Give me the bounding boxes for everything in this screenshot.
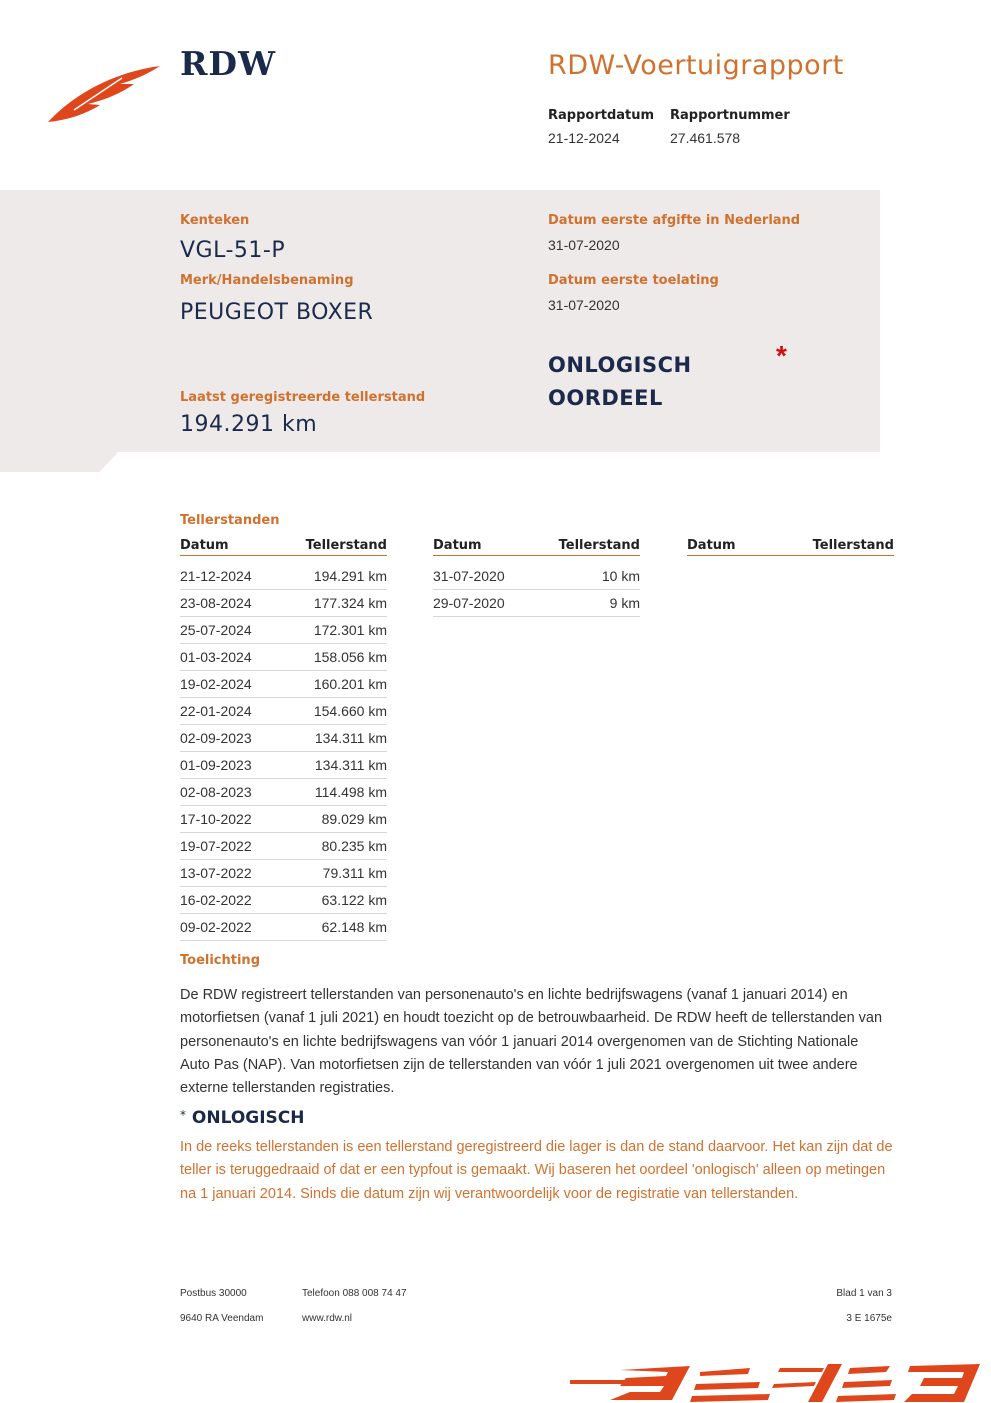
table-row	[180, 833, 387, 860]
reading-date: 02-09-2023	[180, 730, 252, 746]
note-text: In de reeks tellerstanden is een tellerstand geregistreerd die lager is dan de stand daarvoor. Het kan zijn dat de teller is teruggedraaid of dat er een typfout is gemaakt. Wij baseren het oordeel 'onlogisch' alleen op metingen na 1 januari 2014. Sinds die datum zijn wij verantwoordelijk voor de registratie van tellerstanden.	[180, 1139, 893, 1202]
reading-km: 79.311 km	[322, 865, 387, 881]
explanation-title: Toelichting	[180, 953, 260, 968]
table-row	[180, 671, 387, 698]
explanation-text: De RDW registreert tellerstanden van personenauto's en lichte bedrijfswagens (vanaf 1 januari 2014) en motorfietsen (vanaf 1 juli 2021) en houdt toezicht op de betrouwbaarheid. De RDW heeft de tellerstanden van personenauto's en lichte bedrijfswagens van vóór 1 januari 2014 overgenomen van de Stichting Nationale Auto Pas (NAP). Van motorfietsen zijn de tellerstanden van vóór 1 juli 2021 overgenomen uit twee andere externe tellerstanden registraties.	[180, 987, 883, 1097]
readings-table-3	[687, 538, 894, 556]
last-reading-label: Laatst geregistreerde tellerstand	[180, 390, 426, 405]
col-reading-header: Tellerstand	[812, 538, 894, 553]
reading-date: 17-10-2022	[180, 811, 252, 827]
reading-km: 194.291 km	[313, 568, 387, 584]
first-admission-value: 31-07-2020	[548, 297, 620, 313]
reading-date: 09-02-2022	[180, 919, 252, 935]
table-row	[433, 563, 640, 590]
rdw-feather-logo-icon	[44, 44, 164, 128]
reading-km: 114.498 km	[314, 784, 387, 800]
reading-km: 89.029 km	[321, 811, 387, 827]
plate-label: Kenteken	[180, 213, 250, 228]
reading-date: 23-08-2024	[180, 595, 252, 611]
rdw-logo	[44, 44, 277, 128]
table-row	[180, 644, 387, 671]
last-reading-value: 194.291 km	[180, 412, 318, 437]
report-date: 21-12-2024	[548, 130, 620, 146]
readings-table-2	[433, 538, 640, 617]
first-nl-value: 31-07-2020	[548, 237, 620, 253]
reading-km: 9 km	[609, 595, 640, 611]
reading-date: 19-07-2022	[180, 838, 252, 854]
readings-title: Tellerstanden	[180, 513, 280, 528]
decorative-stripes-icon	[560, 1362, 991, 1403]
vehicle-panel	[0, 190, 880, 452]
reading-km: 177.324 km	[313, 595, 387, 611]
reading-date: 22-01-2024	[180, 703, 252, 719]
report-date-label: Rapportdatum	[548, 108, 655, 123]
verdict-line-2: OORDEEL	[548, 386, 663, 410]
note-marker: *	[180, 1108, 186, 1122]
reading-km: 160.201 km	[313, 676, 387, 692]
table-row	[180, 779, 387, 806]
footer-website[interactable]: www.rdw.nl	[302, 1313, 353, 1324]
reading-date: 21-12-2024	[180, 568, 252, 584]
plate-value: VGL-51-P	[180, 238, 286, 263]
table-row	[180, 590, 387, 617]
footer-postcode: 9640 RA Veendam	[180, 1313, 264, 1324]
table-header	[180, 538, 387, 556]
table-row	[180, 914, 387, 941]
reading-date: 01-03-2024	[180, 649, 252, 665]
reading-date: 16-02-2022	[180, 892, 252, 908]
first-admission-label: Datum eerste toelating	[548, 273, 719, 288]
reading-date: 19-02-2024	[180, 676, 252, 692]
col-reading-header: Tellerstand	[305, 538, 387, 553]
reading-km: 158.056 km	[313, 649, 387, 665]
rdw-wordmark: RDW	[180, 44, 277, 83]
col-date-header: Datum	[433, 538, 482, 553]
col-date-header: Datum	[180, 538, 229, 553]
table-row	[180, 806, 387, 833]
reading-km: 62.148 km	[321, 919, 387, 935]
table-row	[180, 617, 387, 644]
reading-km: 134.311 km	[314, 730, 387, 746]
footer-code: 3 E 1675e	[846, 1313, 892, 1324]
reading-date: 29-07-2020	[433, 595, 505, 611]
footer-postbus: Postbus 30000	[180, 1288, 247, 1299]
table-header	[687, 538, 894, 556]
reading-km: 172.301 km	[313, 622, 387, 638]
col-date-header: Datum	[687, 538, 736, 553]
verdict-line-1: ONLOGISCH	[548, 353, 692, 377]
col-reading-header: Tellerstand	[558, 538, 640, 553]
make-value: PEUGEOT BOXER	[180, 300, 374, 325]
table-row	[180, 563, 387, 590]
table-row	[180, 725, 387, 752]
report-number-label: Rapportnummer	[670, 108, 790, 123]
report-title: RDW-Voertuigrapport	[548, 50, 844, 81]
vehicle-panel-tab	[0, 450, 120, 472]
table-row	[433, 590, 640, 617]
reading-date: 25-07-2024	[180, 622, 252, 638]
verdict	[548, 349, 692, 415]
reading-date: 01-09-2023	[180, 757, 252, 773]
table-header	[433, 538, 640, 556]
reading-km: 134.311 km	[314, 757, 387, 773]
reading-km: 63.122 km	[321, 892, 387, 908]
reading-km: 80.235 km	[321, 838, 387, 854]
reading-date: 31-07-2020	[433, 568, 505, 584]
table-row	[180, 860, 387, 887]
make-label: Merk/Handelsbenaming	[180, 273, 354, 288]
table-row	[180, 887, 387, 914]
reading-date: 13-07-2022	[180, 865, 252, 881]
table-row	[180, 752, 387, 779]
table-row	[180, 698, 387, 725]
report-number: 27.461.578	[670, 130, 741, 146]
verdict-marker: *	[776, 340, 787, 371]
note-heading: ONLOGISCH	[191, 1108, 305, 1128]
footer-page: Blad 1 van 3	[836, 1288, 892, 1299]
note-heading-block	[180, 1108, 305, 1128]
reading-km: 154.660 km	[313, 703, 387, 719]
footer-phone: Telefoon 088 008 74 47	[302, 1288, 407, 1299]
reading-km: 10 km	[601, 568, 640, 584]
first-nl-label: Datum eerste afgifte in Nederland	[548, 213, 801, 228]
readings-table-1	[180, 538, 387, 941]
reading-date: 02-08-2023	[180, 784, 252, 800]
